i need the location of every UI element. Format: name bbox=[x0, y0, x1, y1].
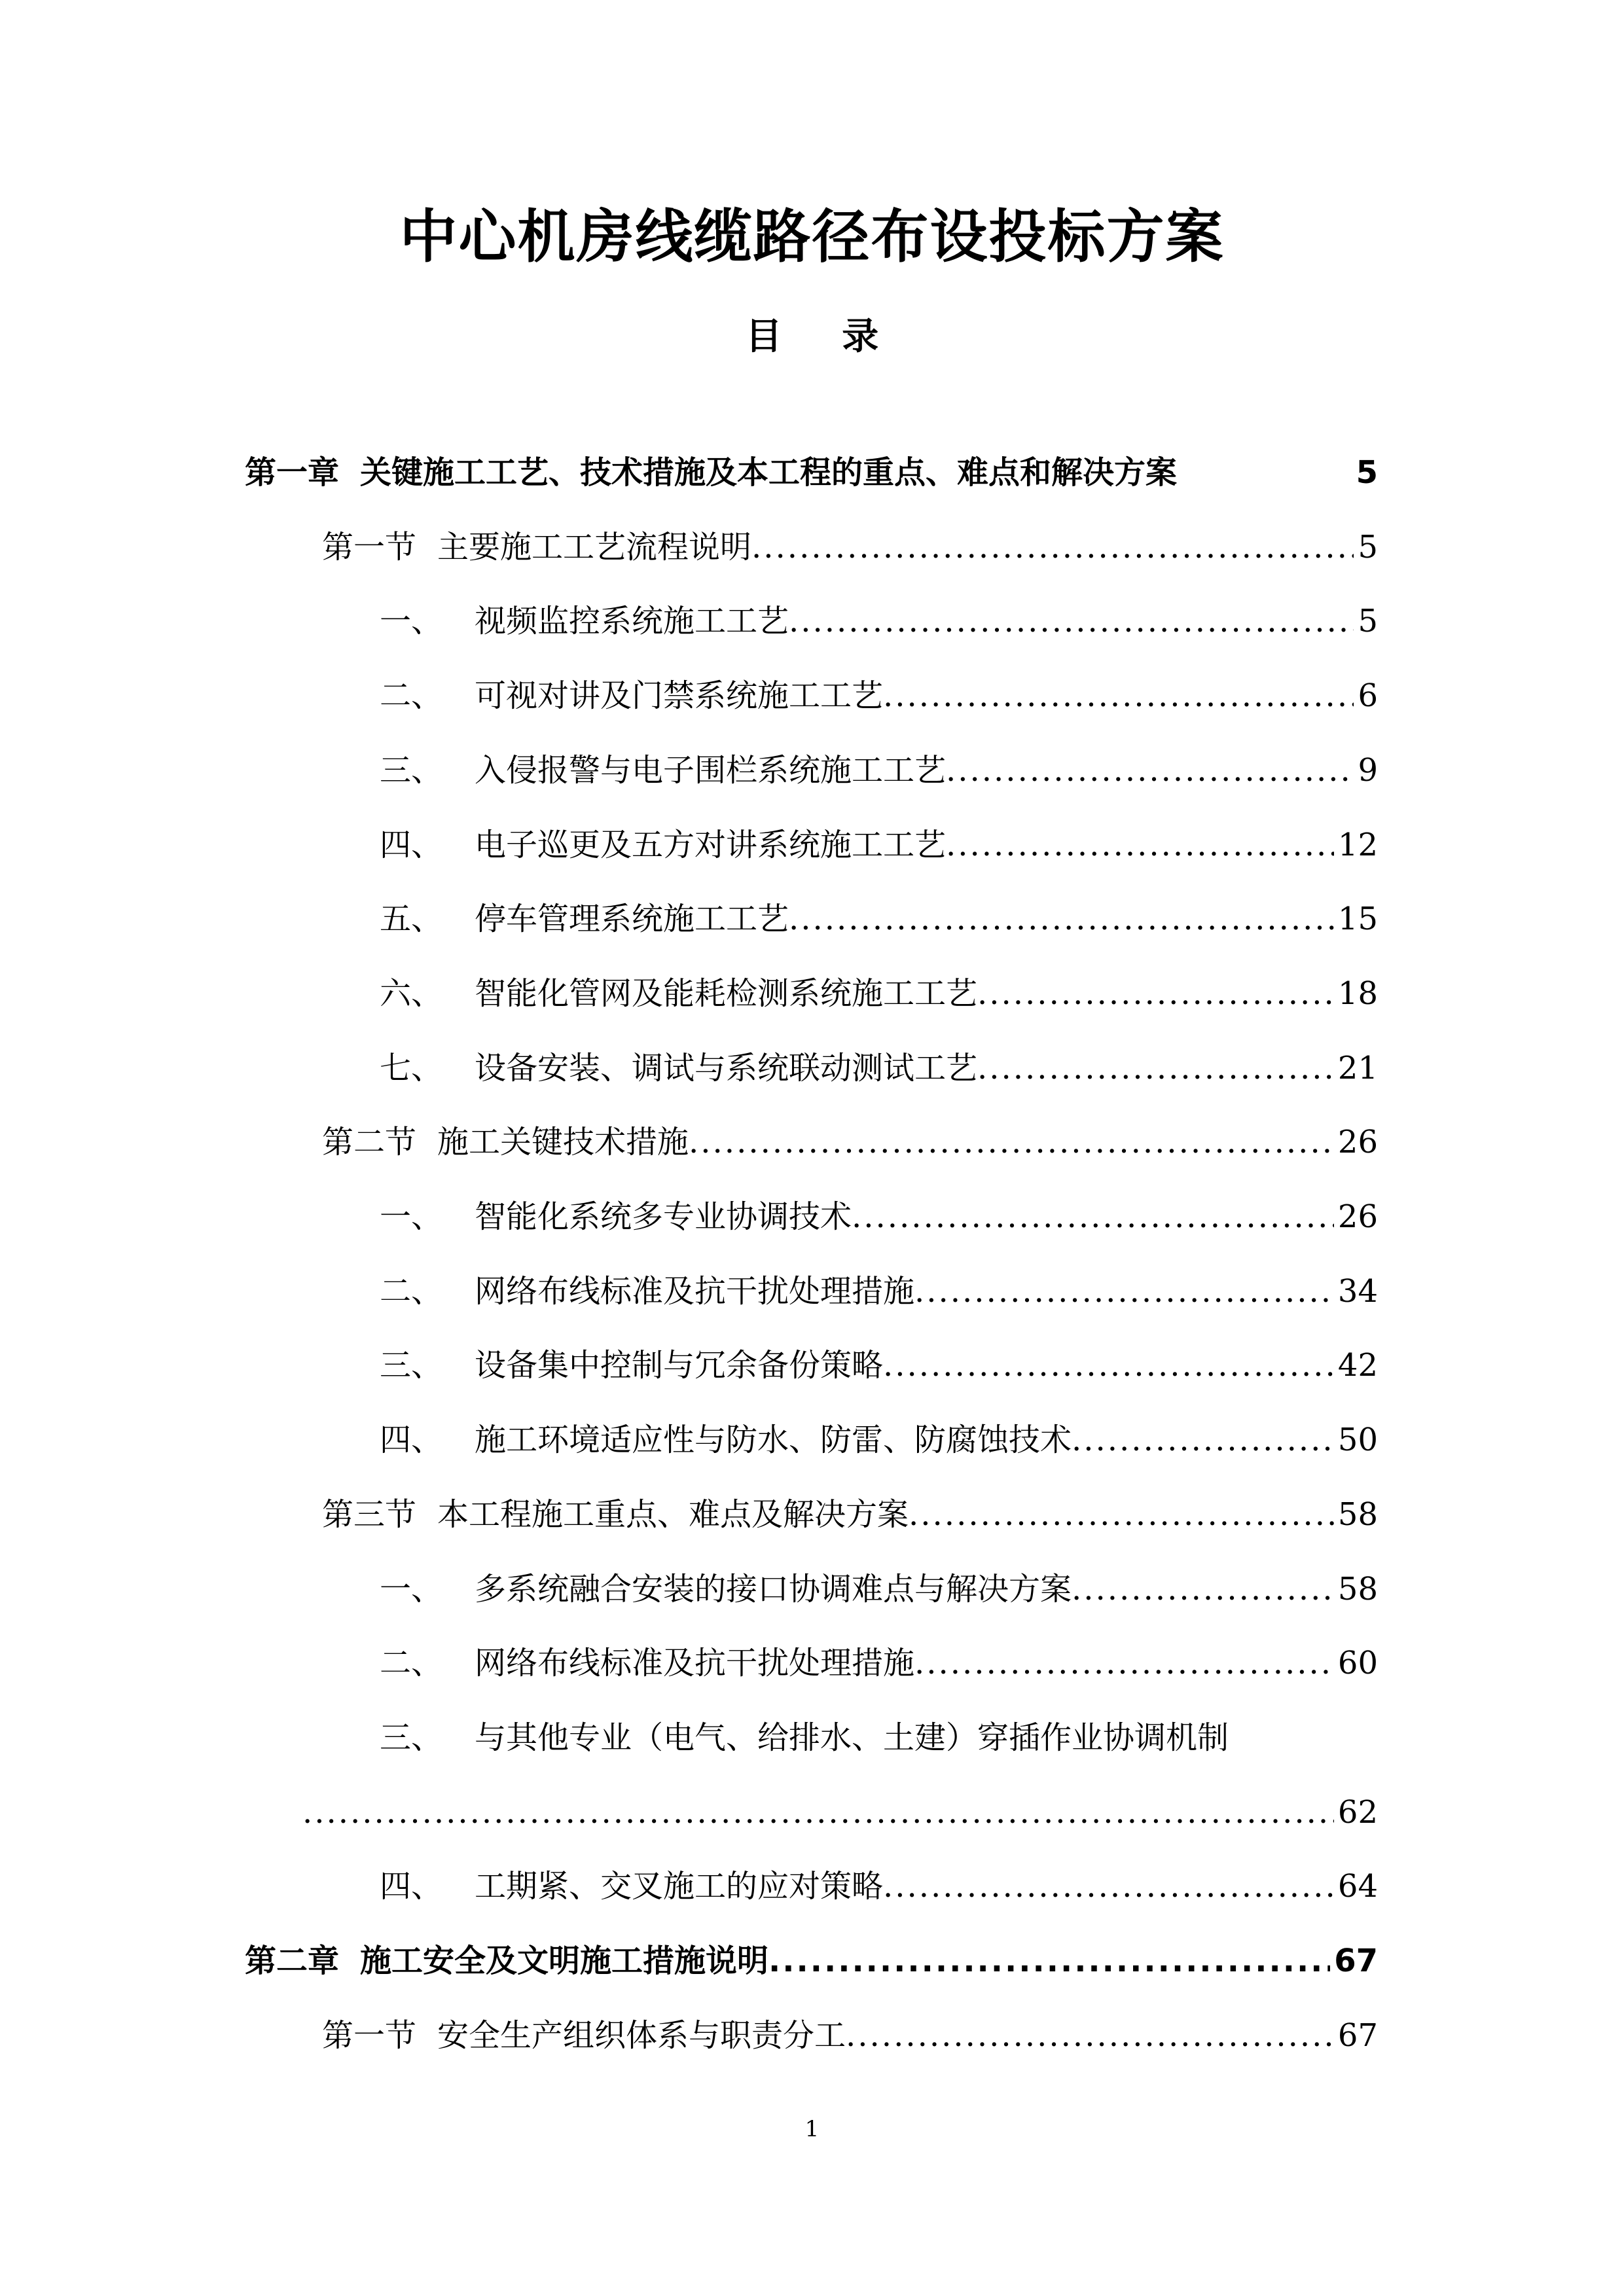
toc-leader-dots bbox=[977, 967, 1334, 1020]
toc-leader-dots bbox=[946, 744, 1354, 797]
toc-entry-label: 安全生产组织体系与职责分工 bbox=[437, 2017, 846, 2054]
toc-entry-label: 工期紧、交叉施工的应对策略 bbox=[475, 1868, 884, 1905]
toc-entry-chapter[interactable] bbox=[245, 446, 1378, 499]
toc-entry-label: 施工安全及文明施工措施说明 bbox=[360, 1943, 769, 1979]
toc-entry-number: 二、 bbox=[380, 677, 443, 714]
toc-entry-label: 网络布线标准及抗干扰处理措施 bbox=[475, 1273, 915, 1310]
toc-entry-number: 第二章 bbox=[245, 1943, 340, 1979]
toc-entry-page: 5 bbox=[1356, 454, 1378, 491]
toc-entry-title bbox=[380, 1265, 914, 1318]
toc-entry-label: 多系统融合安装的接口协调难点与解决方案 bbox=[475, 1571, 1072, 1607]
toc-entry-number: 一、 bbox=[380, 1571, 443, 1607]
toc-entry-title bbox=[245, 446, 1177, 499]
toc-entry-item[interactable] bbox=[380, 1265, 1378, 1318]
toc-entry-page: 5 bbox=[1358, 529, 1378, 565]
toc-entry-label: 电子巡更及五方对讲系统施工工艺 bbox=[475, 827, 947, 863]
toc-heading: 目 录 bbox=[745, 315, 903, 358]
toc-leader-dots bbox=[751, 521, 1354, 573]
toc-entry-label: 本工程施工重点、难点及解决方案 bbox=[437, 1496, 909, 1533]
toc-entry-page: 62 bbox=[1337, 1794, 1378, 1831]
toc-entry-number: 四、 bbox=[380, 1868, 443, 1905]
toc-entry-label: 可视对讲及门禁系统施工工艺 bbox=[475, 677, 884, 714]
toc-entry-label: 关键施工工艺、技术措施及本工程的重点、难点和解决方案 bbox=[360, 454, 1178, 491]
toc-entry-number: 五、 bbox=[380, 901, 443, 937]
toc-entry-number: 二、 bbox=[380, 1273, 443, 1310]
toc-entry-title bbox=[380, 1414, 1072, 1466]
toc-entry-number: 四、 bbox=[380, 1422, 443, 1458]
toc-leader-dots bbox=[909, 1488, 1334, 1541]
toc-entry-page: 6 bbox=[1358, 677, 1378, 714]
toc-entry-label: 施工关键技术措施 bbox=[437, 1124, 689, 1160]
toc-entry-item[interactable] bbox=[380, 967, 1378, 1020]
toc-entry-item[interactable] bbox=[380, 1637, 1378, 1689]
toc-entry-label: 与其他专业（电气、给排水、土建）穿插作业协调机制 bbox=[475, 1719, 1229, 1756]
toc-entry-number: 三、 bbox=[380, 752, 443, 789]
toc-entry-title bbox=[245, 1935, 768, 1987]
page-number: 1 bbox=[804, 2116, 820, 2142]
toc-leader-dots bbox=[883, 1860, 1334, 1912]
toc-entry-item[interactable] bbox=[380, 1712, 1378, 1764]
toc-entry-title bbox=[322, 521, 751, 573]
toc-entry-item[interactable] bbox=[380, 744, 1378, 797]
toc-entry-number: 第一节 bbox=[322, 529, 417, 565]
toc-leader-dots bbox=[883, 1339, 1334, 1391]
toc-entry-number: 三、 bbox=[380, 1347, 443, 1384]
toc-leader-dots bbox=[689, 1116, 1334, 1168]
toc-entry-title bbox=[380, 595, 789, 647]
toc-entry-label: 停车管理系统施工工艺 bbox=[475, 901, 789, 937]
toc-entry-item[interactable] bbox=[380, 595, 1378, 647]
toc-entry-item[interactable] bbox=[380, 1042, 1378, 1094]
toc-entry-item[interactable] bbox=[380, 893, 1378, 945]
toc-entry-title bbox=[380, 1042, 977, 1094]
toc-leader-dots bbox=[914, 1265, 1334, 1318]
toc-entry-number: 四、 bbox=[380, 827, 443, 863]
toc-entry-title bbox=[380, 1637, 914, 1689]
toc-entry-number: 第一节 bbox=[322, 2017, 417, 2054]
toc-entry-contd[interactable] bbox=[302, 1786, 1378, 1839]
toc-entry-label: 设备集中控制与冗余备份策略 bbox=[475, 1347, 884, 1384]
toc-leader-dots bbox=[302, 1786, 1334, 1839]
toc-entry-label: 入侵报警与电子围栏系统施工工艺 bbox=[475, 752, 947, 789]
toc-entry-page: 58 bbox=[1337, 1496, 1378, 1533]
toc-entry-page: 5 bbox=[1358, 603, 1378, 639]
toc-entry-page: 26 bbox=[1337, 1198, 1378, 1235]
toc-entry-number: 七、 bbox=[380, 1050, 443, 1086]
toc-leader-dots bbox=[789, 893, 1334, 945]
toc-leader-dots bbox=[852, 1191, 1334, 1243]
toc-leader-dots bbox=[946, 819, 1334, 871]
toc-leader-dots bbox=[768, 1935, 1330, 1987]
toc-entry-label: 设备安装、调试与系统联动测试工艺 bbox=[475, 1050, 978, 1086]
toc-entry-number: 第二节 bbox=[322, 1124, 417, 1160]
toc-entry-number: 一、 bbox=[380, 603, 443, 639]
toc-entry-label: 网络布线标准及抗干扰处理措施 bbox=[475, 1645, 915, 1681]
toc-entry-title bbox=[380, 744, 946, 797]
toc-entry-number: 二、 bbox=[380, 1645, 443, 1681]
toc-entry-label: 智能化管网及能耗检测系统施工工艺 bbox=[475, 975, 978, 1012]
toc-leader-dots bbox=[789, 595, 1354, 647]
toc-entry-number: 第三节 bbox=[322, 1496, 417, 1533]
toc-entry-chapter[interactable] bbox=[245, 1935, 1378, 1987]
toc-entry-title bbox=[380, 1563, 1072, 1615]
toc-entry-page: 18 bbox=[1337, 975, 1378, 1012]
toc-leader-dots bbox=[914, 1637, 1334, 1689]
toc-entry-title bbox=[380, 670, 883, 722]
toc-entry-item[interactable] bbox=[380, 819, 1378, 871]
toc-entry-title bbox=[380, 1339, 883, 1391]
toc-entry-title bbox=[380, 1860, 883, 1912]
toc-entry-page: 21 bbox=[1337, 1050, 1378, 1086]
toc-entry-title bbox=[380, 967, 977, 1020]
toc-leader-dots bbox=[1072, 1414, 1334, 1466]
toc-entry-title bbox=[322, 1488, 909, 1541]
toc-entry-page: 64 bbox=[1337, 1868, 1378, 1905]
toc-entry-item[interactable] bbox=[380, 1191, 1378, 1243]
toc-entry-item[interactable] bbox=[380, 1339, 1378, 1391]
toc-entry-item[interactable] bbox=[380, 1860, 1378, 1912]
toc-entry-label: 智能化系统多专业协调技术 bbox=[475, 1198, 852, 1235]
toc-entry-label: 施工环境适应性与防水、防雷、防腐蚀技术 bbox=[475, 1422, 1072, 1458]
toc-entry-title bbox=[380, 1712, 1229, 1764]
toc-entry-title bbox=[322, 2009, 846, 2062]
toc-entry-page: 9 bbox=[1358, 752, 1378, 789]
toc-entry-title bbox=[380, 893, 789, 945]
toc-entry-page: 67 bbox=[1334, 1943, 1378, 1979]
toc-entry-title bbox=[380, 819, 946, 871]
toc-entry-label: 视频监控系统施工工艺 bbox=[475, 603, 789, 639]
toc-entry-item[interactable] bbox=[380, 670, 1378, 722]
toc-entry-item[interactable] bbox=[380, 1563, 1378, 1615]
toc-leader-dots bbox=[846, 2009, 1334, 2062]
document-title: 中心机房线缆路径布设投标方案 bbox=[399, 203, 1225, 270]
toc-leader-dots bbox=[977, 1042, 1334, 1094]
toc-entry-section[interactable] bbox=[322, 521, 1378, 573]
toc-entry-number: 一、 bbox=[380, 1198, 443, 1235]
toc-entry-page: 58 bbox=[1337, 1571, 1378, 1607]
toc-entry-page: 15 bbox=[1337, 901, 1378, 937]
toc-entry-title bbox=[380, 1191, 852, 1243]
toc-entry-page: 60 bbox=[1337, 1645, 1378, 1681]
toc-entry-section[interactable] bbox=[322, 1116, 1378, 1168]
toc-entry-page: 42 bbox=[1337, 1347, 1378, 1384]
toc-entry-number: 六、 bbox=[380, 975, 443, 1012]
toc-entry-label: 主要施工工艺流程说明 bbox=[437, 529, 752, 565]
toc-entry-section[interactable] bbox=[322, 2009, 1378, 2062]
toc-entry-number: 第一章 bbox=[245, 454, 340, 491]
toc-entry-item[interactable] bbox=[380, 1414, 1378, 1466]
toc-leader-dots bbox=[1072, 1563, 1334, 1615]
toc-entry-number: 三、 bbox=[380, 1719, 443, 1756]
toc-entry-page: 67 bbox=[1337, 2017, 1378, 2054]
toc-entry-page: 34 bbox=[1337, 1273, 1378, 1310]
toc-entry-page: 12 bbox=[1337, 827, 1378, 863]
toc-entry-page: 26 bbox=[1337, 1124, 1378, 1160]
toc-entry-section[interactable] bbox=[322, 1488, 1378, 1541]
toc-entry-title bbox=[322, 1116, 689, 1168]
toc-leader-dots bbox=[883, 670, 1354, 722]
toc-entry-page: 50 bbox=[1337, 1422, 1378, 1458]
